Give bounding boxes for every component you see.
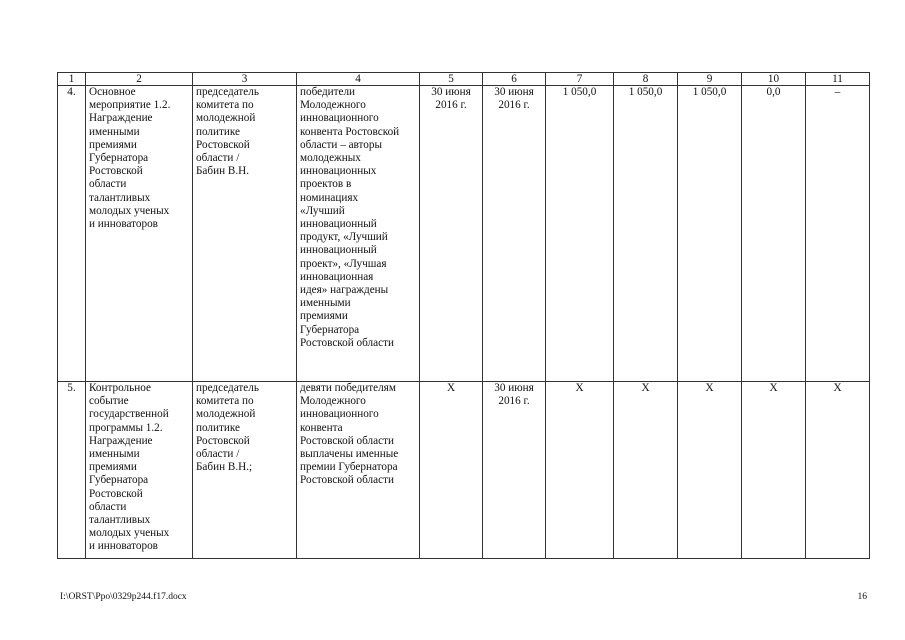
- column-header: 6: [483, 73, 546, 86]
- column-header: 11: [806, 73, 870, 86]
- result-cell: девяти победителям Молодежного инновационного конвента Ростовской области выплачены именные премии Губернатора Ростовской области: [297, 382, 420, 559]
- value-cell-9: 1 050,0: [678, 86, 742, 382]
- footer-file-path: I:\ORST\Ppo\0329p244.f17.docx: [60, 592, 187, 602]
- planned-date-cell: Х: [420, 382, 483, 559]
- planned-date-cell: 30 июня 2016 г.: [420, 86, 483, 382]
- value-cell-7: 1 050,0: [546, 86, 614, 382]
- activity-name-cell: Основное мероприятие 1.2. Награждение именными премиями Губернатора Ростовской области талантливых молодых ученых и инноваторов: [86, 86, 193, 382]
- actual-date-cell: 30 июня 2016 г.: [483, 86, 546, 382]
- value-cell-7: Х: [546, 382, 614, 559]
- actual-date-cell: 30 июня 2016 г.: [483, 382, 546, 559]
- column-header: 3: [193, 73, 297, 86]
- value-cell-10: Х: [742, 382, 806, 559]
- column-header: 4: [297, 73, 420, 86]
- activity-name-cell: Контрольное событие государственной программы 1.2. Награждение именными премиями Губернатора Ростовской области талантливых молодых ученых и инноваторов: [86, 382, 193, 559]
- value-cell-11: –: [806, 86, 870, 382]
- column-header: 5: [420, 73, 483, 86]
- value-cell-9: Х: [678, 382, 742, 559]
- row-number-cell: 5.: [58, 382, 86, 559]
- footer-page-number: 16: [857, 592, 867, 602]
- value-cell-8: Х: [614, 382, 678, 559]
- column-header: 1: [58, 73, 86, 86]
- responsible-cell: председатель комитета по молодежной политике Ростовской области / Бабин В.Н.;: [193, 382, 297, 559]
- value-cell-10: 0,0: [742, 86, 806, 382]
- value-cell-8: 1 050,0: [614, 86, 678, 382]
- value-cell-11: Х: [806, 382, 870, 559]
- result-cell: победители Молодежного инновационного конвента Ростовской области – авторы молодежных инновационных проектов в номинациях «Лучший инновационный продукт, «Лучший инновационный проект», «Лучшая инновационная идея» награждены именными премиями Губернатора Ростовской области: [297, 86, 420, 382]
- column-header: 8: [614, 73, 678, 86]
- row-number-cell: 4.: [58, 86, 86, 382]
- plan-table: [57, 72, 870, 559]
- column-header: 9: [678, 73, 742, 86]
- column-header: 2: [86, 73, 193, 86]
- table-row: [58, 382, 870, 559]
- responsible-cell: председатель комитета по молодежной политике Ростовской области / Бабин В.Н.: [193, 86, 297, 382]
- table-row: [58, 86, 870, 382]
- column-header: 10: [742, 73, 806, 86]
- column-header: 7: [546, 73, 614, 86]
- table-header-row: [58, 73, 870, 86]
